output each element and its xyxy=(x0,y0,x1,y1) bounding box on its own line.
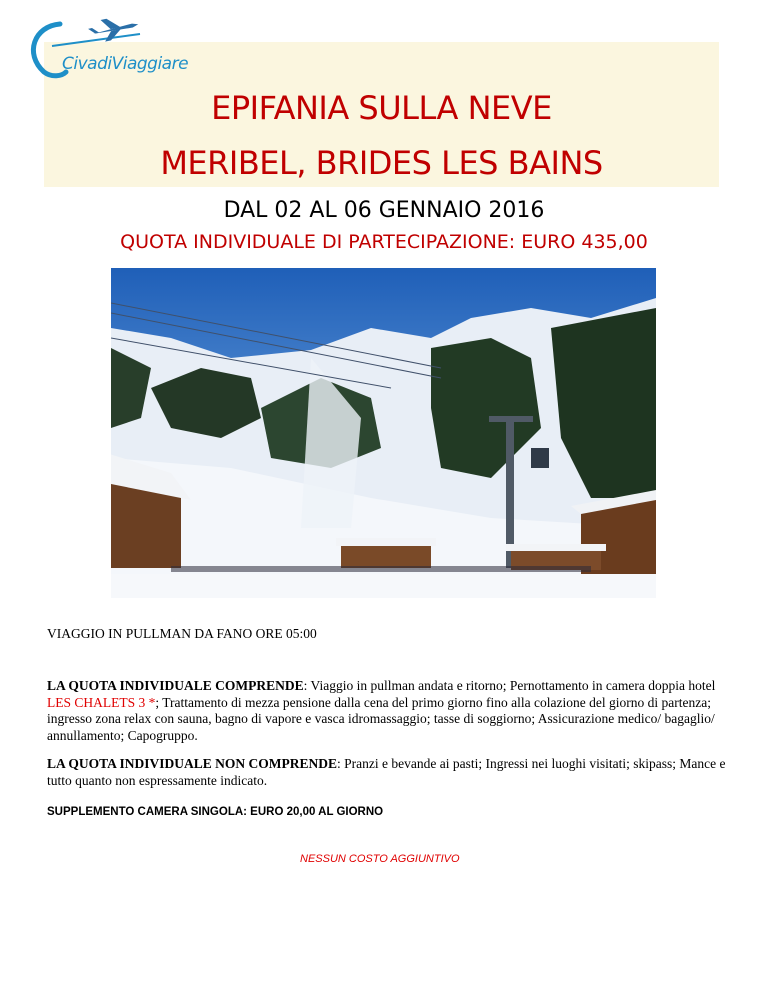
title-line-1: EPIFANIA SULLA NEVE xyxy=(211,89,552,127)
excludes-text: : Pranzi e bevande ai pasti; Ingressi nei luoghi visitati; skipass; Mance e tutto quanto non espressamente indicato. xyxy=(47,756,726,788)
logo-text: CivadiViaggiare xyxy=(62,54,189,74)
ski-resort-photo xyxy=(111,268,656,598)
agency-logo xyxy=(22,14,212,84)
no-extra-cost-note: NESSUN COSTO AGGIUNTIVO xyxy=(300,853,460,865)
travel-info: VIAGGIO IN PULLMAN DA FANO ORE 05:00 xyxy=(47,626,317,641)
includes-label: LA QUOTA INDIVIDUALE COMPRENDE xyxy=(47,678,304,693)
single-room-supplement: SUPPLEMENTO CAMERA SINGOLA: EURO 20,00 AL GIORNO xyxy=(47,806,384,818)
hotel-name: LES CHALETS 3 * xyxy=(47,694,156,710)
excludes-paragraph xyxy=(47,756,727,789)
includes-text-after: ; Trattamento di mezza pensione dalla cena del primo giorno fino alla colazione del giorno di partenza; ingresso zona relax con sauna, bagno di vapore e vasca idromassaggio; tasse di soggiorno; Assicurazione medico/ bagaglio/ annullamento; Capogruppo. xyxy=(47,694,715,743)
price-headline: QUOTA INDIVIDUALE DI PARTECIPAZIONE: EURO 435,00 xyxy=(120,231,648,253)
trip-dates: DAL 02 AL 06 GENNAIO 2016 xyxy=(223,198,545,223)
title-line-2: MERIBEL, BRIDES LES BAINS xyxy=(160,144,603,182)
excludes-label: LA QUOTA INDIVIDUALE NON COMPRENDE xyxy=(47,756,338,771)
includes-paragraph xyxy=(47,678,727,744)
includes-text-before: : Viaggio in pullman andata e ritorno; Pernottamento in camera doppia hotel xyxy=(303,678,716,693)
